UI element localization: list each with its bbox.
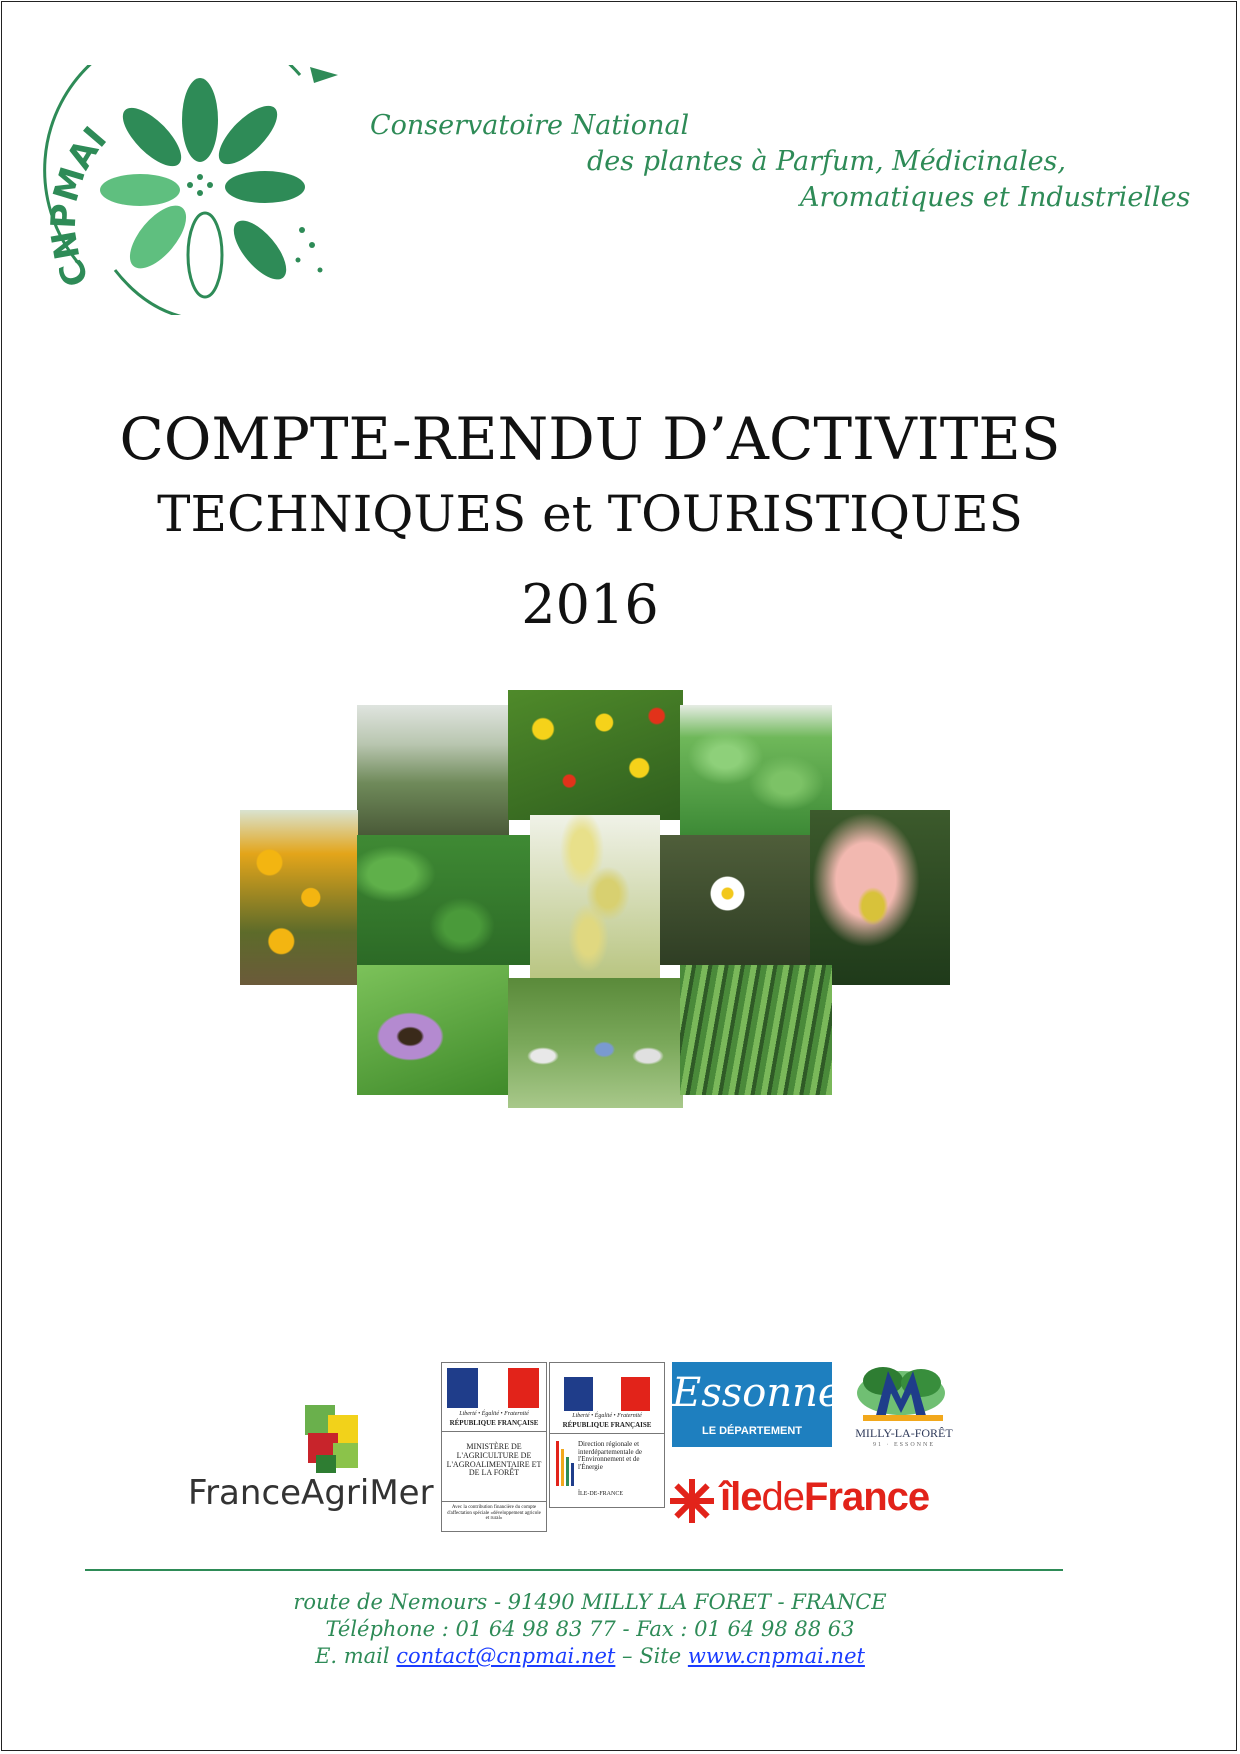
- milly-name: MILLY-LA-FORÊT: [855, 1426, 953, 1440]
- org-name-line3: Aromatiques et Industrielles: [800, 182, 1191, 213]
- ile-de-france-logo: [668, 1475, 968, 1525]
- footer-contact: [0, 1644, 1180, 1668]
- ministry-rf-motto: Liberté • Égalité • Fraternité: [459, 1411, 529, 1417]
- milly-sub: 91 · ESSONNE: [872, 1442, 935, 1448]
- driee-logo: [549, 1362, 665, 1508]
- photo-yellow-flowers: [508, 690, 683, 820]
- essonne-script: Essonne: [672, 1370, 842, 1416]
- title-year: 2016: [521, 573, 659, 636]
- ministry-name: MINISTÈRE DE L'AGRICULTURE DE L'AGROALIMENTAIRE ET DE LA FORÊT: [446, 1442, 542, 1478]
- cnpmai-logo: [40, 65, 350, 315]
- plant-photo-collage: [240, 690, 950, 1110]
- org-name-line1: Conservatoire National: [370, 110, 690, 141]
- photo-visitors: [508, 978, 683, 1108]
- photo-greenhouse: [357, 705, 509, 835]
- driee-region: ÎLE-DE-FRANCE: [578, 1491, 623, 1497]
- idf-de: de: [761, 1475, 804, 1519]
- photo-seedlings: [680, 965, 832, 1095]
- footer-phone: Téléphone : 01 64 98 83 77 - Fax : 01 64 98 88 63: [325, 1617, 855, 1641]
- cnpmai-logo-text: CNPMAI: [43, 119, 115, 293]
- essonne-sub: LE DÉPARTEMENT: [701, 1425, 803, 1437]
- milly-la-foret-logo: [843, 1363, 965, 1453]
- photo-green-leaves: [357, 835, 532, 965]
- franceagrimer-logo: [188, 1405, 438, 1520]
- footer-site-label: – Site: [622, 1644, 682, 1668]
- idf-wordmark: [720, 1475, 929, 1520]
- driee-name: Direction régionale et interdépartementale de l'Environnement et de l'Énergie: [578, 1440, 642, 1472]
- milly-emblem: [843, 1363, 965, 1425]
- title-line1: COMPTE-RENDU D’ACTIVITES: [119, 405, 1061, 473]
- driee-rf-name: RÉPUBLIQUE FRANÇAISE: [562, 1421, 652, 1429]
- ministry-rf-name: RÉPUBLIQUE FRANÇAISE: [449, 1419, 539, 1427]
- website-link[interactable]: www.cnpmai.net: [687, 1644, 865, 1668]
- email-link[interactable]: contact@cnpmai.net: [396, 1644, 616, 1668]
- photo-pink-flower-beetle: [810, 810, 950, 985]
- photo-foxglove: [530, 815, 660, 990]
- essonne-logo: [672, 1362, 842, 1447]
- photo-yellow-field: [240, 810, 358, 985]
- franceagrimer-text: FranceAgriMer: [188, 1473, 434, 1513]
- footer-address: route de Nemours - 91490 MILLY LA FORET - FRANCE: [293, 1590, 887, 1614]
- title-line2: TECHNIQUES et TOURISTIQUES: [157, 485, 1023, 543]
- idf-france: France: [803, 1475, 930, 1519]
- idf-star-icon: [668, 1477, 716, 1525]
- org-name-line2: des plantes à Parfum, Médicinales,: [587, 146, 1066, 177]
- idf-ile: île: [720, 1475, 762, 1519]
- footer-divider: [85, 1569, 1063, 1571]
- driee-rf-motto: Liberté • Égalité • Fraternité: [572, 1413, 642, 1419]
- photo-daisy: [660, 835, 810, 965]
- photo-orchid: [357, 965, 509, 1095]
- footer-email-label: E. mail: [315, 1644, 390, 1668]
- ministry-agriculture-logo: [441, 1362, 547, 1532]
- ministry-note: Avec la contribution financière du compte d'affectation spéciale «développement agricole et rural»: [447, 1505, 541, 1521]
